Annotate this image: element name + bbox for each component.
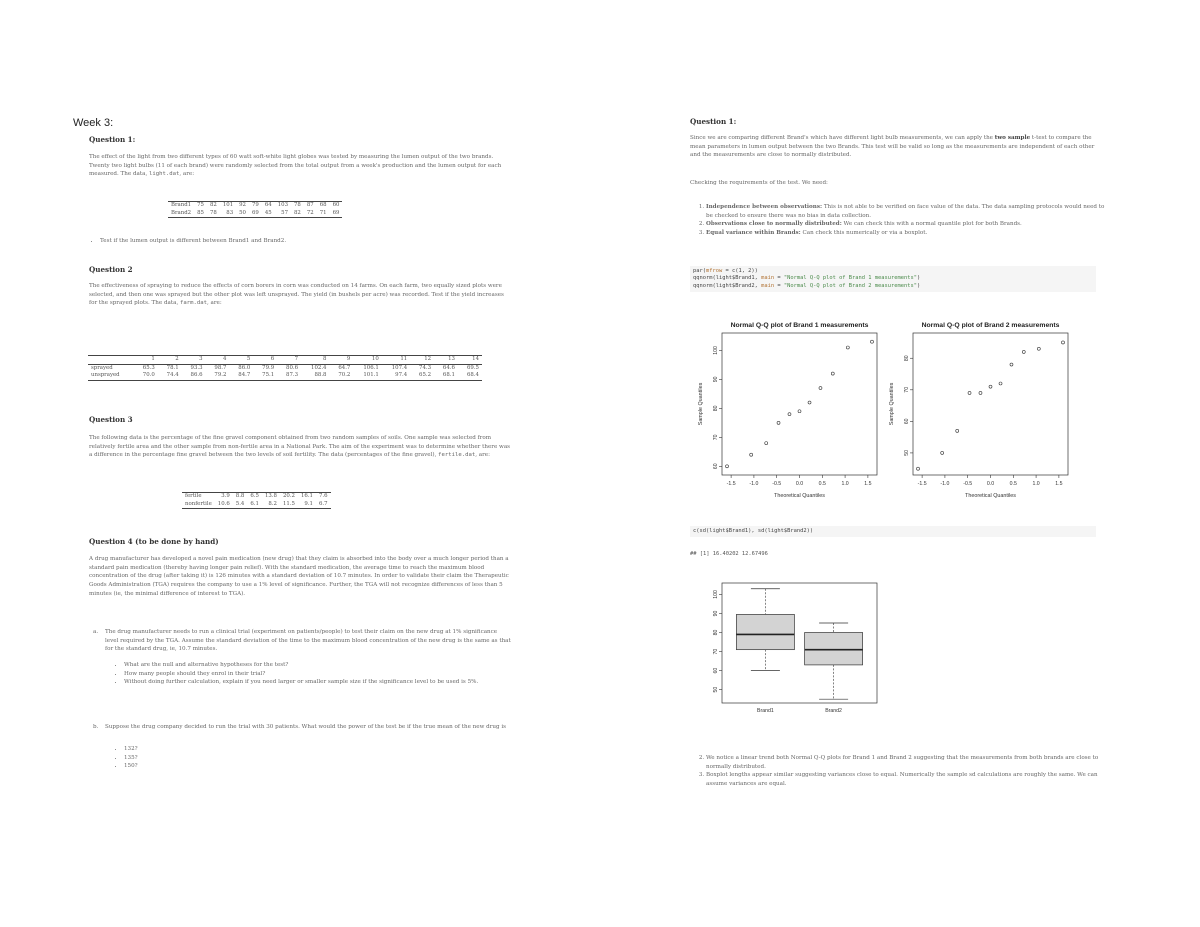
- q1-cell: 64: [264, 202, 272, 208]
- y-tick-label: 70: [713, 434, 719, 441]
- q3-table-row: [182, 501, 331, 509]
- x-axis-label: Theoretical Quantiles: [965, 493, 1016, 499]
- x-tick-label: 1.5: [1055, 481, 1063, 487]
- code-token: = c(1, 2)): [722, 268, 758, 274]
- y-axis-label: Sample Quantiles: [889, 382, 895, 426]
- qq-point: [798, 410, 801, 413]
- q1-text: The effect of the light from two different types of 60 watt soft-white light globes was tested by measuring the lumen output of the two brands. Twenty two light bulbs (11 of each brand) were randomly selected from the total output from a week's production and the lumen output for each measured. The data, light.dat, are:: [89, 154, 502, 178]
- qq-point: [989, 385, 992, 388]
- q4b-bullet: • 135?: [124, 754, 224, 763]
- conclusions-list: [695, 754, 1106, 789]
- q4b-bullets: [113, 745, 224, 771]
- qq-point: [846, 346, 849, 349]
- q4a-bullets: [113, 661, 524, 687]
- q2-cell: 78.1: [166, 364, 179, 371]
- q2-cell: 64.6: [442, 364, 455, 371]
- box-iqr: [736, 614, 794, 649]
- q4a-label: a.: [93, 629, 99, 635]
- conclusion-item: 2. We notice a linear trend both Normal Q-Q plots for Brand 1 and Brand 2 suggesting that the measurements from both brands are close to normally distributed.: [706, 754, 1106, 771]
- q2-cell: 107.4: [391, 364, 408, 371]
- y-tick-label: 60: [904, 418, 910, 425]
- code-token: ): [916, 275, 921, 282]
- q4a-text: The drug manufacturer needs to run a clinical trial (experiment on patients/people) to test their claim on the new drug at 1% significance level required by the TGA. Assume the standard deviation of the time to the maximum blood concentration of the new drug is the same as that for the standard drug, ie, 10.7 minutes.: [105, 629, 511, 653]
- y-tick-label: 80: [713, 629, 719, 636]
- q2-header-cell: 7: [277, 356, 301, 365]
- x-axis-label: Theoretical Quantiles: [774, 493, 825, 499]
- q4b-label: b.: [93, 724, 99, 730]
- x-tick-label: 0.0: [795, 481, 804, 487]
- q1-cell: 57: [281, 209, 288, 216]
- qq-point: [917, 467, 920, 470]
- code-token: =: [774, 282, 784, 289]
- q1-cell: 79: [251, 202, 259, 208]
- x-tick-label: -1.5: [726, 481, 736, 487]
- box-iqr: [805, 633, 863, 665]
- q1-cell: 83: [226, 209, 234, 216]
- chart-title: Normal Q-Q plot of Brand 2 measurements: [921, 322, 1060, 329]
- q3-cell: 3.9: [221, 493, 230, 499]
- qq-point: [941, 451, 944, 454]
- code-line: [693, 275, 1093, 282]
- q2-header-cell: [88, 356, 134, 365]
- qq-point: [726, 465, 729, 468]
- q1-cell: 69: [251, 209, 259, 216]
- q2-header-cell: 13: [434, 356, 458, 365]
- q4b-text: Suppose the drug company decided to run the trial with 30 patients. What would the power of the test be if the true mean of the new drug is: [105, 724, 507, 730]
- q4-heading: Question 4 (to be done by hand): [89, 537, 219, 546]
- y-tick-label: 100: [713, 590, 719, 599]
- q3-cell: 9.1: [304, 500, 313, 507]
- y-tick-label: 90: [713, 610, 719, 617]
- qq-point: [1022, 350, 1025, 353]
- qq-point: [765, 442, 768, 445]
- q2-header-cell: 2: [158, 356, 182, 365]
- q1-cell: 82: [209, 202, 217, 208]
- qq-point: [979, 391, 982, 394]
- q2-cell: 79.9: [262, 364, 275, 371]
- q2-header-row: [88, 356, 482, 365]
- q3-cell: 5.4: [235, 500, 245, 507]
- qq-point: [788, 413, 791, 416]
- q3-row-label: fertile: [185, 493, 202, 499]
- x-tick-label: 0.5: [1009, 481, 1017, 487]
- requirement-item: [706, 220, 1106, 229]
- qq-point: [750, 453, 753, 456]
- q1-cell: 60: [332, 202, 340, 208]
- q1-cell: 82: [294, 209, 301, 216]
- requirement-title: Independence between observations:: [706, 204, 823, 210]
- q1-table-row: [168, 202, 342, 210]
- y-tick-label: 100: [713, 346, 719, 355]
- y-tick-label: 60: [713, 463, 719, 470]
- q3-cell: 7.6: [318, 493, 328, 499]
- y-tick-label: 60: [713, 667, 719, 674]
- q2-table-row: [88, 372, 482, 380]
- checking-text: Checking the requirements of the test. We need:: [690, 180, 828, 186]
- q1-cell: 92: [239, 202, 246, 208]
- q1-bullets: [89, 237, 520, 246]
- x-tick-label: 0.5: [818, 481, 826, 487]
- q2-cell: 97.4: [395, 372, 408, 378]
- qq-point: [808, 401, 811, 404]
- q2-cell: 75.1: [262, 372, 275, 378]
- q4a-bullet: • What are the null and alternative hypotheses for the test?: [124, 661, 524, 670]
- code-line: [693, 268, 1093, 275]
- q1-cell: 68: [319, 202, 327, 208]
- code-token: qqnorm(light$Brand2,: [693, 282, 762, 289]
- q3-file: fertile.dat: [438, 452, 476, 459]
- code-line: [693, 283, 1093, 290]
- qq-point: [1037, 347, 1040, 350]
- code-token: main: [761, 275, 775, 282]
- code-token: =: [774, 275, 784, 282]
- requirement-text: We can check this with a normal quantile plot for both Brands.: [841, 221, 1022, 228]
- q2-cell: 84.7: [238, 372, 251, 378]
- q3-cell: 16.1: [300, 493, 313, 499]
- q2-header-cell: 3: [182, 356, 206, 365]
- q2-cell: 69.5: [466, 364, 479, 371]
- q1-bullet: • Test if the lumen output is different between Brand1 and Brand2.: [100, 237, 520, 246]
- x-tick-label: 1.0: [841, 481, 849, 487]
- q2-header-cell: 5: [229, 356, 253, 365]
- q2-data-table: [88, 355, 482, 381]
- q2-header-cell: 9: [329, 356, 353, 365]
- q1-cell: 101: [222, 202, 234, 208]
- code-token: "Normal Q-Q plot of Brand 1 measurements": [783, 275, 917, 282]
- boxplot-brands: [697, 578, 887, 718]
- q2-row-label: sprayed: [91, 364, 113, 371]
- q2-cell: 93.3: [190, 364, 203, 371]
- requirements-list: [695, 203, 1106, 238]
- code-block-qqnorm: [690, 266, 1096, 292]
- q3-cell: 10.6: [217, 500, 230, 507]
- q1-cell: 87: [306, 202, 314, 208]
- code-token: mfrow: [705, 268, 723, 274]
- q2-cell: 101.1: [363, 372, 379, 378]
- y-tick-label: 50: [904, 450, 910, 456]
- qq-point: [1010, 363, 1013, 366]
- q2-cell: 79.2: [214, 372, 227, 378]
- requirement-text: This is not able to be verified on face value of the data. The data sampling protocols would need to be checked to ensure there was no bias in data collection.: [706, 204, 1105, 219]
- qq-point: [956, 429, 959, 432]
- q2-cell: 86.0: [238, 364, 251, 371]
- q3-text: The following data is the percentage of the fine gravel component obtained from two random samples of soils. One sample was selected from relatively fertile area and the other sample from non-fertile area in a National Park. The aim of the experiment was to determine whether there was a difference in the percentage fine gravel between the two levels of soil fertility. The data (percentages of the fine gravel), fertile.dat, are:: [89, 435, 511, 459]
- q2-header-cell: 6: [253, 356, 277, 365]
- q1-cell: 103: [277, 202, 288, 208]
- box-category-label: Brand2: [825, 708, 842, 714]
- q2-header-cell: 14: [458, 356, 482, 365]
- q2-cell: 64.7: [338, 364, 351, 371]
- x-tick-label: 1.5: [864, 481, 872, 487]
- q2-header-cell: 1: [134, 356, 158, 365]
- plot-frame: [913, 333, 1068, 475]
- q2-cell: 106.1: [363, 364, 379, 371]
- q2-cell: 80.6: [286, 364, 299, 371]
- q2-header-cell: 11: [382, 356, 410, 365]
- qq-point: [1061, 341, 1064, 344]
- q3-cell: 6.5: [250, 493, 259, 499]
- q3-row-label: nonfertile: [185, 500, 212, 507]
- q4-text: A drug manufacturer has developed a novel pain medication (new drug) that they claim is absorbed into the body over a much longer period than a standard pain medication (thereby having longer pain relief). With the standard medication, the average time to reach the maximum blood concentration of the drug (after taking it) is 126 minutes with a standard deviation of 10.7 minutes. In order to validate their claim the Therapeutic Goods Administration (TGA) requires the company to use a 1% level of significance. Further, the TGA will not recognize differences of less than 5 minutes (ie, the minimal difference of interest to TGA).: [89, 556, 509, 597]
- q2-header-cell: 8: [301, 356, 329, 365]
- q1-cell: 50: [239, 209, 246, 216]
- q1-file: light.dat: [149, 171, 180, 178]
- plot-frame: [722, 333, 877, 475]
- q2-header-cell: 4: [206, 356, 230, 365]
- q2-cell: 70.0: [142, 372, 155, 378]
- box-category-label: Brand1: [757, 708, 774, 714]
- sd-output: ## [1] 16.40202 12.67496: [690, 551, 768, 557]
- qq-point: [777, 421, 780, 424]
- q1-row-label: Brand2: [171, 209, 192, 216]
- q1-cell: 45: [264, 209, 272, 216]
- requirement-title: Observations close to normally distributed:: [706, 221, 842, 228]
- q3-cell: 6.7: [318, 500, 328, 507]
- qq-point: [968, 391, 971, 394]
- conclusion-item: 3. Boxplot lengths appear similar suggesting variances close to equal. Numerically the sample sd calculations are roughly the same. We can assume variances are equal.: [706, 771, 1106, 788]
- y-tick-label: 70: [904, 386, 910, 393]
- q2-cell: 65.2: [419, 372, 432, 378]
- chart-title: Normal Q-Q plot of Brand 1 measurements: [730, 322, 869, 329]
- qq-point: [819, 387, 822, 390]
- q3-cell: 8.2: [268, 500, 277, 507]
- y-axis-label: Sample Quantiles: [698, 382, 704, 426]
- x-tick-label: 0.0: [986, 481, 995, 487]
- q2-cell: 70.2: [338, 372, 351, 378]
- y-tick-label: 80: [904, 355, 910, 362]
- q3-cell: 6.1: [250, 500, 259, 507]
- q3-data-table: [182, 492, 331, 509]
- code-block-sd: c(sd(light$Brand1), sd(light$Brand2)): [690, 526, 1096, 537]
- requirement-item: [706, 229, 1106, 238]
- q1-cell: 78: [209, 209, 217, 216]
- code-token: ): [916, 282, 921, 289]
- q2-file: farm.dat: [180, 300, 207, 307]
- q1-cell: 72: [306, 209, 314, 216]
- code-token: par(: [693, 268, 706, 274]
- code-token: "Normal Q-Q plot of Brand 2 measurements": [783, 282, 917, 289]
- x-tick-label: -1.0: [940, 481, 950, 487]
- q2-header-cell: 10: [353, 356, 381, 365]
- qq-plot-brand1: [697, 318, 887, 503]
- q3-table-row: [182, 493, 331, 501]
- q2-text: The effectiveness of spraying to reduce the effects of corn borers in corn was conducted on 14 farms. On each farm, two equally sized plots were selected, and then one was sprayed but the other plot was left unsprayed. The yield (in bushels per acre) was recorded. Test if the yield increases for the sprayed plots. The data, farm.dat, are:: [89, 283, 504, 307]
- week-title: Week 3:: [73, 117, 114, 129]
- q2-cell: 86.6: [190, 372, 203, 378]
- q4b-bullet: • 132?: [124, 745, 224, 754]
- q2-table-row: [88, 364, 482, 372]
- q2-cell: 102.4: [311, 364, 327, 371]
- q3-cell: 20.2: [282, 493, 295, 499]
- q2-cell: 74.3: [419, 364, 432, 371]
- q1-table-row: [168, 210, 342, 218]
- solution-heading: Question 1:: [690, 117, 737, 126]
- q3-cell: 8.8: [235, 493, 245, 499]
- q3-cell: 11.5: [282, 500, 295, 507]
- q1-cell: 78: [294, 202, 301, 208]
- x-tick-label: -0.5: [963, 481, 973, 487]
- q4b-bullet: • 150?: [124, 762, 224, 771]
- qq-plot-brand2: [888, 318, 1078, 503]
- q1-cell: 71: [319, 209, 327, 216]
- q2-cell: 68.1: [442, 372, 455, 378]
- solution-intro: Since we are comparing different Brand's which have different light bulb measurements, we can apply the two sample t-test to compare the mean parameters in lumen output between the two Brands. This test will be valid so long as the measurements are independent of each other and the measurements are close to normally distributed.: [690, 135, 1095, 159]
- q2-cell: 88.8: [314, 372, 327, 378]
- requirement-title: Equal variance within Brands:: [706, 230, 801, 237]
- q3-heading: Question 3: [89, 415, 133, 424]
- x-tick-label: -1.0: [749, 481, 759, 487]
- x-tick-label: -0.5: [772, 481, 782, 487]
- x-tick-label: -1.5: [917, 481, 927, 487]
- q2-cell: 68.4: [466, 372, 479, 378]
- q2-row-label: unsprayed: [91, 372, 120, 378]
- y-tick-label: 50: [713, 686, 719, 693]
- q1-cell: 75: [197, 202, 204, 208]
- requirement-text: Can check this numerically or via a boxplot.: [800, 230, 928, 237]
- q1-data-table: [168, 201, 342, 218]
- q2-header-cell: 12: [410, 356, 434, 365]
- y-tick-label: 90: [713, 376, 719, 383]
- qq-point: [831, 372, 834, 375]
- q2-heading: Question 2: [89, 265, 133, 274]
- code-token: main: [761, 282, 775, 289]
- q3-cell: 13.8: [264, 493, 277, 499]
- x-tick-label: 1.0: [1032, 481, 1040, 487]
- qq-point: [999, 382, 1002, 385]
- q2-cell: 65.3: [142, 364, 155, 371]
- q2-cell: 74.4: [166, 372, 179, 378]
- y-tick-label: 80: [713, 405, 719, 412]
- q1-cell: 69: [332, 209, 340, 216]
- requirement-item: [706, 203, 1106, 220]
- q1-row-label: Brand1: [171, 202, 192, 208]
- q2-cell: 98.7: [214, 364, 227, 371]
- y-tick-label: 70: [713, 648, 719, 655]
- q4a-bullet: • Without doing further calculation, explain if you need larger or smaller sample size if the significance level to be used is 5%.: [124, 678, 524, 687]
- qq-point: [870, 340, 873, 343]
- q1-cell: 85: [197, 209, 204, 216]
- q1-heading: Question 1:: [89, 135, 136, 144]
- q4a-bullet: • How many people should they enrol in their trial?: [124, 670, 524, 679]
- q2-cell: 87.3: [286, 372, 299, 378]
- code-token: qqnorm(light$Brand1,: [693, 275, 762, 282]
